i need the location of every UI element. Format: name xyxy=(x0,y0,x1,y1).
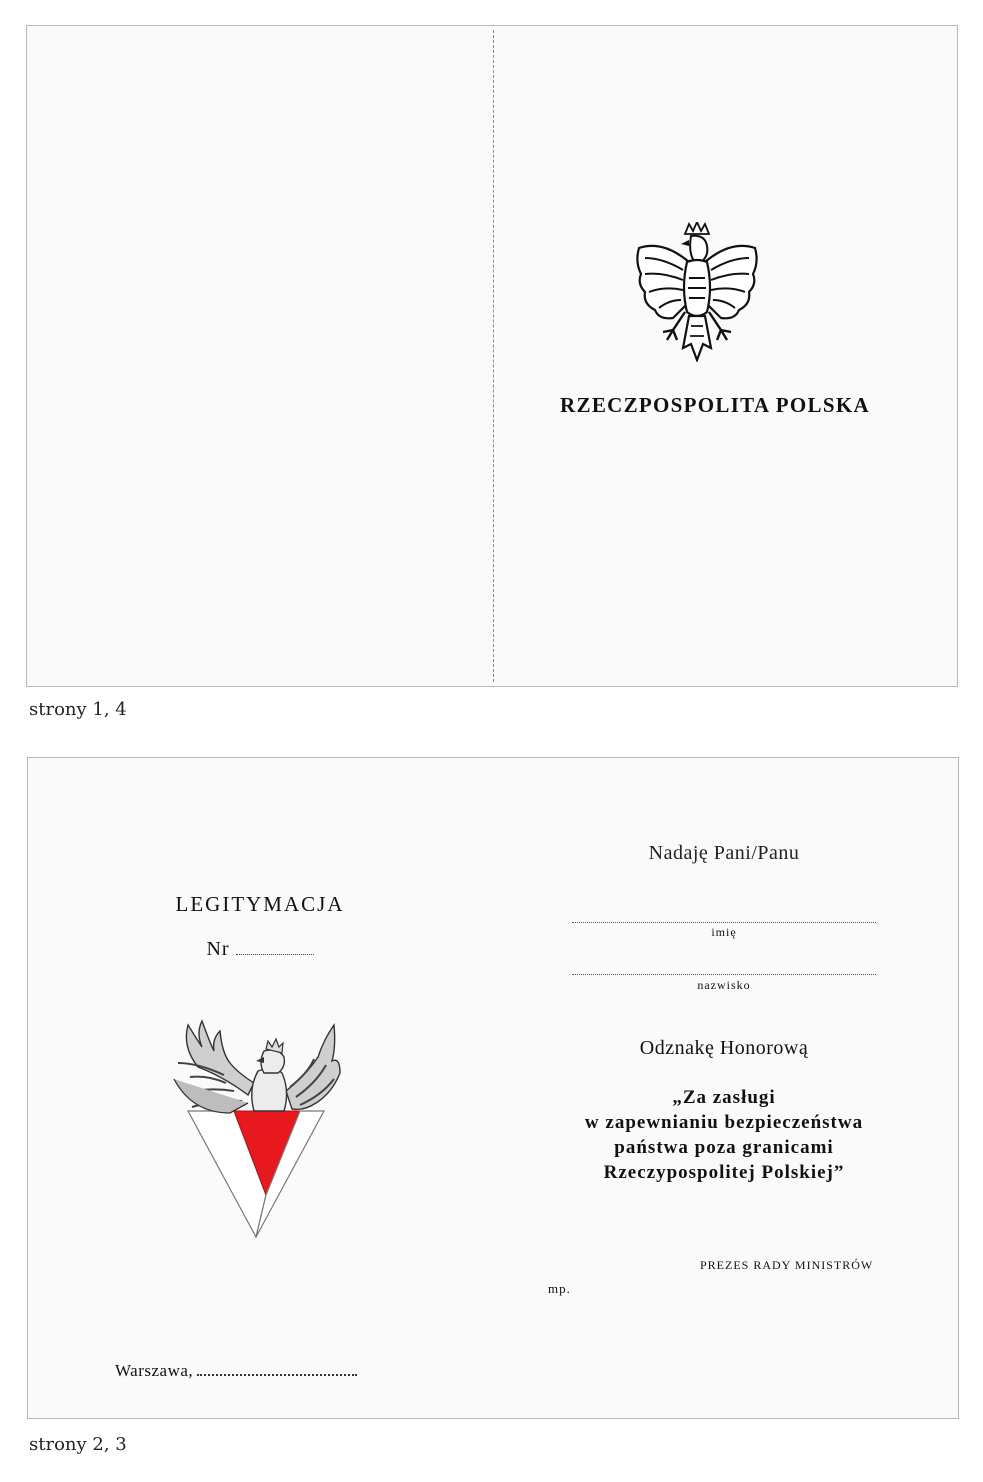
signatory-title: PREZES RADY MINISTRÓW xyxy=(700,1258,874,1272)
award-name-line: w zapewnianiu bezpieczeństwa xyxy=(584,1112,864,1133)
first-name-label: imię xyxy=(711,925,737,939)
surname-blank xyxy=(572,974,876,975)
place-date-line xyxy=(115,1361,357,1381)
fold-line xyxy=(493,30,494,682)
caption-pages-1-4: strony 1, 4 xyxy=(29,699,127,720)
republic-title: RZECZPOSPOLITA POLSKA xyxy=(560,393,870,417)
number-line xyxy=(120,938,400,961)
number-blank xyxy=(236,954,314,955)
award-name-line: „Za zasługi xyxy=(672,1087,776,1108)
award-heading: Odznakę Honorową xyxy=(639,1037,809,1059)
seal-note: mp. xyxy=(548,1281,571,1296)
surname-label: nazwisko xyxy=(697,978,751,992)
caption-pages-2-3: strony 2, 3 xyxy=(29,1434,127,1455)
certificate-title: LEGITYMACJA xyxy=(175,892,345,916)
cover-sheet xyxy=(26,25,958,687)
award-name-line: państwa poza granicami xyxy=(614,1137,834,1158)
grant-text: Nadaję Pani/Panu xyxy=(648,842,800,864)
eagle-badge-white-red xyxy=(168,1017,344,1239)
date-blank xyxy=(197,1374,357,1376)
award-name-line: Rzeczypospolitej Polskiej” xyxy=(603,1162,845,1183)
first-name-blank xyxy=(572,922,876,923)
place-label: Warszawa, xyxy=(115,1361,194,1380)
polish-eagle-emblem xyxy=(633,222,761,362)
number-label: Nr xyxy=(206,938,230,960)
award-name xyxy=(540,1085,908,1185)
